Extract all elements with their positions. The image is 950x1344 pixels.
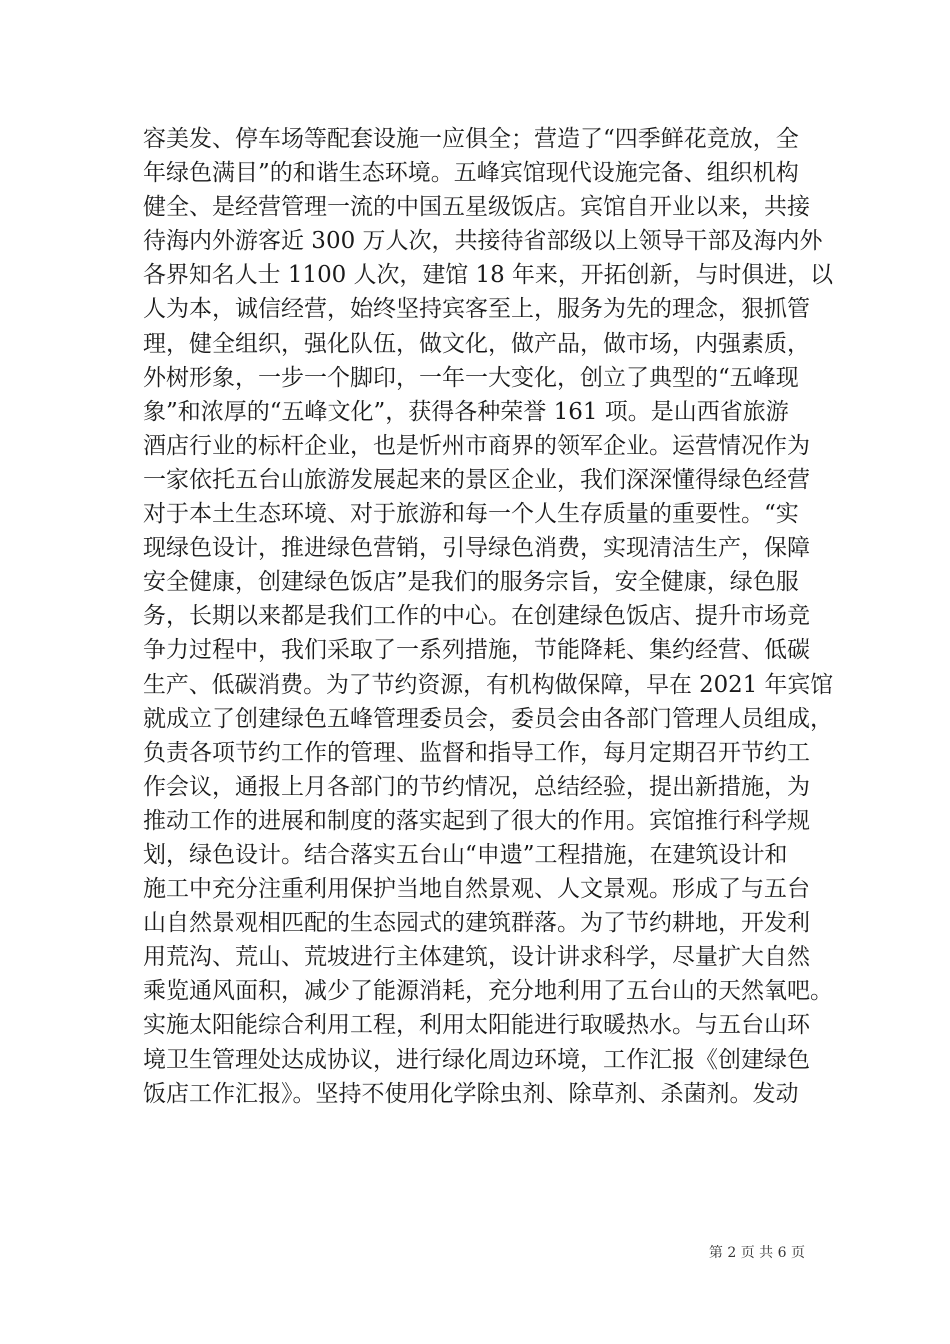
text-line: 各界知名人士 1100 人次，建馆 18 年来，开拓创新，与时俱进，以 (143, 262, 834, 289)
text-line: 人为本，诚信经营，始终坚持宾客至上，服务为先的理念，狠抓管 (143, 296, 810, 323)
text-line: 一家依托五台山旅游发展起来的景区企业，我们深深懂得绿色经营 (143, 466, 810, 493)
text-line: 实施太阳能综合利用工程，利用太阳能进行取暖热水。与五台山环 (143, 1012, 810, 1039)
text-line: 容美发、停车场等配套设施一应俱全；营造了“四季鲜花竞放，全 (143, 126, 799, 152)
text-line: 饭店工作汇报》。坚持不使用化学除虫剂、除草剂、杀菌剂。发动 (143, 1080, 799, 1107)
text-line: 作会议，通报上月各部门的节约情况，总结经验，提出新措施，为 (143, 773, 810, 800)
text-line: 理，健全组织，强化队伍，做文化，做产品，做市场，内强素质， (143, 330, 810, 357)
text-line: 年绿色满目”的和谐生态环境。五峰宾馆现代设施完备、组织机构 (143, 160, 799, 187)
text-line: 争力过程中，我们采取了一系列措施，节能降耗、集约经营、低碳 (143, 637, 810, 664)
text-line: 酒店行业的标杆企业，也是忻州市商界的领军企业。运营情况作为 (143, 432, 810, 459)
text-line: 安全健康，创建绿色饭店”是我们的服务宗旨，安全健康，绿色服 (143, 569, 799, 596)
text-line: 外树形象，一步一个脚印，一年一大变化，创立了典型的“五峰现 (143, 364, 799, 391)
body-text (143, 122, 833, 1111)
text-line: 务，长期以来都是我们工作的中心。在创建绿色饭店、提升市场竞 (143, 603, 810, 630)
text-line: 负责各项节约工作的管理、监督和指导工作，每月定期召开节约工 (143, 739, 810, 766)
text-line: 施工中充分注重利用保护当地自然景观、人文景观。形成了与五台 (143, 876, 810, 903)
text-line: 推动工作的进展和制度的落实起到了很大的作用。宾馆推行科学规 (143, 807, 810, 834)
text-line: 现绿色设计，推进绿色营销，引导绿色消费，实现清洁生产，保障 (143, 535, 810, 562)
text-line: 健全、是经营管理一流的中国五星级饭店。宾馆自开业以来，共接 (143, 194, 810, 221)
text-line: 划，绿色设计。结合落实五台山“申遗”工程措施，在建筑设计和 (143, 841, 788, 868)
page-number-footer: 第 2 页 共 6 页 (708, 1245, 805, 1261)
text-line: 乘览通风面积，减少了能源消耗，充分地利用了五台山的天然氧吧。 (143, 978, 833, 1005)
text-line: 山自然景观相匹配的生态园式的建筑群落。为了节约耕地，开发利 (143, 910, 810, 937)
text-line: 境卫生管理处达成协议，进行绿化周边环境，工作汇报《创建绿色 (143, 1046, 810, 1073)
text-line: 用荒沟、荒山、荒坡进行主体建筑，设计讲求科学，尽量扩大自然 (143, 944, 810, 971)
text-line: 象”和浓厚的“五峰文化”，获得各种荣誉 161 项。是山西省旅游 (143, 398, 789, 425)
text-line: 待海内外游客近 300 万人次，共接待省部级以上领导干部及海内外 (143, 228, 823, 255)
text-line: 生产、低碳消费。为了节约资源，有机构做保障，早在 2021 年宾馆 (143, 671, 834, 698)
text-line: 对于本土生态环境、对于旅游和每一个人生存质量的重要性。“实 (143, 501, 799, 528)
text-line: 就成立了创建绿色五峰管理委员会，委员会由各部门管理人员组成， (143, 705, 833, 732)
